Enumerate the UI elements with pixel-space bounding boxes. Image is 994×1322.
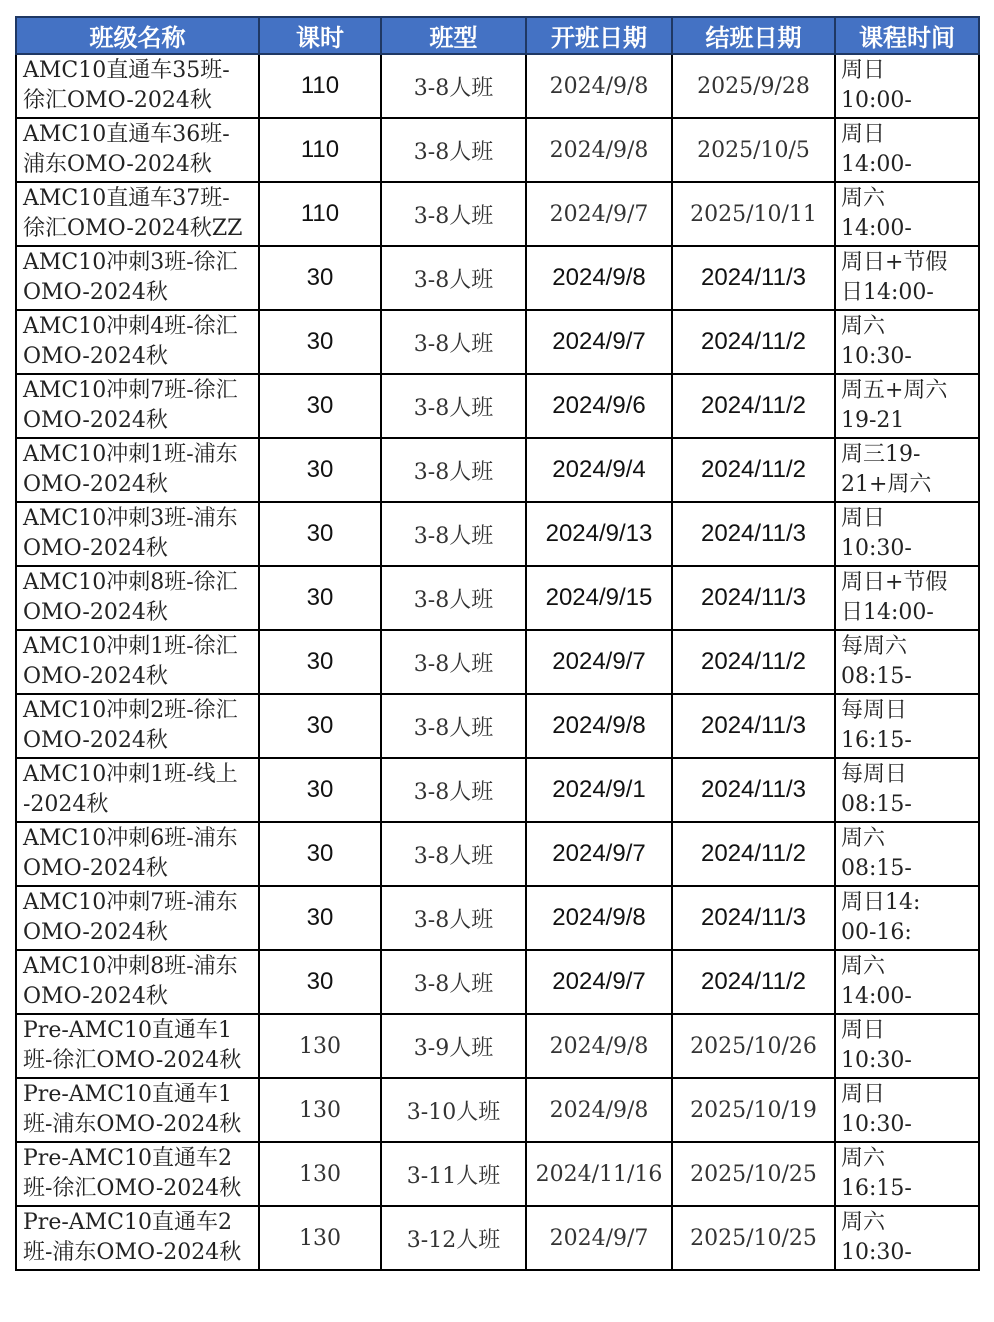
class-name-cell	[16, 246, 259, 310]
course-time-cell	[835, 694, 979, 758]
end-date-cell: 2024/11/2	[672, 630, 835, 694]
class-type-cell: 3-8人班	[381, 886, 526, 950]
class-name-line2: 班-徐汇OMO-2024秋	[23, 1048, 242, 1073]
table-row	[16, 758, 979, 822]
class-name-line1: AMC10冲刺1班-线上	[23, 762, 238, 787]
header-hours: 课时	[259, 17, 381, 54]
header-class-type: 班型	[381, 17, 526, 54]
end-date-cell: 2024/11/3	[672, 502, 835, 566]
course-time-line1: 周日	[841, 122, 886, 147]
class-name-cell	[16, 950, 259, 1014]
table-row	[16, 1014, 979, 1078]
end-date-cell: 2024/11/3	[672, 246, 835, 310]
class-name-line2: OMO-2024秋	[23, 664, 168, 689]
course-time-line2: 10:30-	[841, 1240, 912, 1265]
class-type-cell: 3-8人班	[381, 630, 526, 694]
hours-cell: 110	[259, 54, 381, 118]
course-time-line1: 周六	[841, 314, 886, 339]
course-time-line2: 14:00-	[841, 152, 912, 177]
course-time-cell	[835, 246, 979, 310]
course-time-line2: 16:15-	[841, 728, 912, 753]
end-date-cell: 2024/11/3	[672, 886, 835, 950]
class-name-line1: AMC10冲刺3班-徐汇	[23, 250, 238, 275]
hours-cell: 30	[259, 310, 381, 374]
start-date-cell: 2024/9/7	[526, 310, 672, 374]
course-time-line1: 每周日	[841, 698, 908, 723]
table-row	[16, 374, 979, 438]
hours-cell: 130	[259, 1078, 381, 1142]
class-name-line1: Pre-AMC10直通车1	[23, 1082, 233, 1107]
class-name-cell	[16, 566, 259, 630]
course-time-line1: 每周六	[841, 634, 908, 659]
end-date-cell: 2024/11/2	[672, 822, 835, 886]
table-row	[16, 118, 979, 182]
table-row	[16, 1142, 979, 1206]
class-name-line1: AMC10直通车36班-	[23, 122, 230, 147]
class-name-line1: AMC10冲刺7班-徐汇	[23, 378, 238, 403]
class-type-cell: 3-8人班	[381, 246, 526, 310]
course-time-line1: 周日	[841, 58, 886, 83]
course-time-line2: 16:15-	[841, 1176, 912, 1201]
course-time-cell	[835, 1142, 979, 1206]
class-name-line1: AMC10冲刺2班-徐汇	[23, 698, 238, 723]
end-date-cell: 2024/11/2	[672, 374, 835, 438]
class-type-cell: 3-8人班	[381, 438, 526, 502]
course-time-cell	[835, 1014, 979, 1078]
table-row	[16, 1206, 979, 1270]
class-name-cell	[16, 694, 259, 758]
hours-cell: 30	[259, 566, 381, 630]
class-name-line2: OMO-2024秋	[23, 600, 168, 625]
hours-cell: 30	[259, 246, 381, 310]
start-date-cell: 2024/9/8	[526, 1078, 672, 1142]
hours-cell: 130	[259, 1206, 381, 1270]
end-date-cell: 2024/11/3	[672, 694, 835, 758]
class-type-cell: 3-8人班	[381, 758, 526, 822]
class-name-line2: OMO-2024秋	[23, 920, 168, 945]
course-time-line1: 周六	[841, 1210, 886, 1235]
class-name-line1: AMC10冲刺7班-浦东	[23, 890, 238, 915]
class-type-cell: 3-8人班	[381, 118, 526, 182]
hours-cell: 30	[259, 950, 381, 1014]
class-name-line1: Pre-AMC10直通车1	[23, 1018, 233, 1043]
hours-cell: 30	[259, 374, 381, 438]
class-type-cell: 3-8人班	[381, 822, 526, 886]
class-type-cell: 3-9人班	[381, 1014, 526, 1078]
start-date-cell: 2024/9/7	[526, 630, 672, 694]
hours-cell: 130	[259, 1014, 381, 1078]
course-time-cell	[835, 566, 979, 630]
end-date-cell: 2025/10/11	[672, 182, 835, 246]
class-type-cell: 3-8人班	[381, 182, 526, 246]
course-time-line1: 周日	[841, 506, 886, 531]
course-time-cell	[835, 310, 979, 374]
course-time-line1: 周日14:	[841, 890, 921, 915]
course-time-line1: 周六	[841, 826, 886, 851]
course-time-line1: 周六	[841, 186, 886, 211]
table-row	[16, 246, 979, 310]
hours-cell: 30	[259, 694, 381, 758]
hours-cell: 30	[259, 630, 381, 694]
class-name-cell	[16, 374, 259, 438]
end-date-cell: 2025/10/5	[672, 118, 835, 182]
course-time-cell	[835, 374, 979, 438]
course-time-line1: 周日	[841, 1082, 886, 1107]
class-name-line1: AMC10冲刺1班-徐汇	[23, 634, 238, 659]
end-date-cell: 2025/10/26	[672, 1014, 835, 1078]
class-name-line2: 班-浦东OMO-2024秋	[23, 1112, 242, 1137]
hours-cell: 30	[259, 438, 381, 502]
class-name-line1: AMC10直通车37班-	[23, 186, 230, 211]
class-name-line2: OMO-2024秋	[23, 536, 168, 561]
course-time-cell	[835, 822, 979, 886]
table-row	[16, 950, 979, 1014]
class-name-cell	[16, 310, 259, 374]
hours-cell: 110	[259, 118, 381, 182]
start-date-cell: 2024/9/8	[526, 886, 672, 950]
course-time-cell	[835, 758, 979, 822]
table-row	[16, 566, 979, 630]
class-name-cell	[16, 118, 259, 182]
class-name-cell	[16, 54, 259, 118]
class-name-line2: OMO-2024秋	[23, 344, 168, 369]
class-name-line1: AMC10冲刺4班-徐汇	[23, 314, 238, 339]
class-name-line2: OMO-2024秋	[23, 984, 168, 1009]
header-row	[16, 17, 979, 54]
hours-cell: 30	[259, 886, 381, 950]
class-type-cell: 3-8人班	[381, 566, 526, 630]
class-name-cell	[16, 886, 259, 950]
start-date-cell: 2024/9/8	[526, 246, 672, 310]
class-name-line1: AMC10直通车35班-	[23, 58, 230, 83]
course-time-line2: 08:15-	[841, 664, 912, 689]
schedule-table-container	[15, 16, 980, 1271]
course-time-line2: 14:00-	[841, 984, 912, 1009]
class-name-line1: Pre-AMC10直通车2	[23, 1210, 233, 1235]
header-start-date: 开班日期	[526, 17, 672, 54]
class-name-cell	[16, 1142, 259, 1206]
class-name-cell	[16, 1078, 259, 1142]
class-name-cell	[16, 822, 259, 886]
class-name-cell	[16, 630, 259, 694]
hours-cell: 30	[259, 502, 381, 566]
course-time-line1: 周日+节假	[841, 250, 948, 275]
end-date-cell: 2025/10/25	[672, 1142, 835, 1206]
start-date-cell: 2024/11/16	[526, 1142, 672, 1206]
class-name-cell	[16, 438, 259, 502]
course-time-line2: 日14:00-	[841, 600, 934, 625]
start-date-cell: 2024/9/8	[526, 54, 672, 118]
course-time-line1: 周五+周六	[841, 378, 948, 403]
class-name-line1: Pre-AMC10直通车2	[23, 1146, 233, 1171]
start-date-cell: 2024/9/8	[526, 118, 672, 182]
start-date-cell: 2024/9/7	[526, 950, 672, 1014]
start-date-cell: 2024/9/6	[526, 374, 672, 438]
course-time-line2: 08:15-	[841, 792, 912, 817]
class-type-cell: 3-10人班	[381, 1078, 526, 1142]
hours-cell: 30	[259, 822, 381, 886]
course-time-line1: 周日	[841, 1018, 886, 1043]
course-time-line2: 10:00-	[841, 88, 912, 113]
table-body	[16, 54, 979, 1270]
class-name-line2: 班-浦东OMO-2024秋	[23, 1240, 242, 1265]
table-row	[16, 54, 979, 118]
start-date-cell: 2024/9/8	[526, 1014, 672, 1078]
class-name-line2: 徐汇OMO-2024秋ZZ	[23, 216, 243, 241]
course-time-line2: 21+周六	[841, 472, 932, 497]
course-time-line1: 周三19-	[841, 442, 921, 467]
course-time-line1: 周日+节假	[841, 570, 948, 595]
course-time-line2: 19-21	[841, 408, 905, 433]
course-time-cell	[835, 950, 979, 1014]
header-end-date: 结班日期	[672, 17, 835, 54]
table-row	[16, 1078, 979, 1142]
course-time-cell	[835, 1206, 979, 1270]
class-name-cell	[16, 502, 259, 566]
class-name-line2: OMO-2024秋	[23, 856, 168, 881]
end-date-cell: 2025/10/25	[672, 1206, 835, 1270]
class-name-line2: OMO-2024秋	[23, 728, 168, 753]
course-time-line2: 10:30-	[841, 536, 912, 561]
header-course-time: 课程时间	[835, 17, 979, 54]
class-type-cell: 3-8人班	[381, 310, 526, 374]
class-type-cell: 3-8人班	[381, 950, 526, 1014]
table-row	[16, 438, 979, 502]
course-time-line1: 周六	[841, 1146, 886, 1171]
end-date-cell: 2024/11/3	[672, 566, 835, 630]
course-time-cell	[835, 118, 979, 182]
hours-cell: 130	[259, 1142, 381, 1206]
header-class-name: 班级名称	[16, 17, 259, 54]
class-name-cell	[16, 758, 259, 822]
class-name-line2: 班-徐汇OMO-2024秋	[23, 1176, 242, 1201]
class-name-line2: OMO-2024秋	[23, 280, 168, 305]
table-row	[16, 502, 979, 566]
class-name-line2: 浦东OMO-2024秋	[23, 152, 212, 177]
course-time-line2: 10:30-	[841, 1112, 912, 1137]
start-date-cell: 2024/9/7	[526, 1206, 672, 1270]
end-date-cell: 2024/11/3	[672, 758, 835, 822]
course-time-cell	[835, 630, 979, 694]
class-type-cell: 3-8人班	[381, 502, 526, 566]
end-date-cell: 2024/11/2	[672, 950, 835, 1014]
start-date-cell: 2024/9/1	[526, 758, 672, 822]
start-date-cell: 2024/9/7	[526, 822, 672, 886]
end-date-cell: 2025/9/28	[672, 54, 835, 118]
start-date-cell: 2024/9/7	[526, 182, 672, 246]
course-time-line2: 00-16:	[841, 920, 912, 945]
table-row	[16, 630, 979, 694]
start-date-cell: 2024/9/4	[526, 438, 672, 502]
course-time-line2: 10:30-	[841, 344, 912, 369]
course-time-cell	[835, 1078, 979, 1142]
course-time-cell	[835, 438, 979, 502]
class-name-cell	[16, 1206, 259, 1270]
course-time-cell	[835, 54, 979, 118]
course-time-line2: 10:30-	[841, 1048, 912, 1073]
hours-cell: 30	[259, 758, 381, 822]
class-name-line2: OMO-2024秋	[23, 472, 168, 497]
course-time-line2: 日14:00-	[841, 280, 934, 305]
end-date-cell: 2025/10/19	[672, 1078, 835, 1142]
class-name-line1: AMC10冲刺1班-浦东	[23, 442, 238, 467]
hours-cell: 110	[259, 182, 381, 246]
class-name-line1: AMC10冲刺8班-浦东	[23, 954, 238, 979]
class-schedule-table	[15, 16, 980, 1271]
table-row	[16, 886, 979, 950]
class-type-cell: 3-12人班	[381, 1206, 526, 1270]
class-name-line2: -2024秋	[23, 792, 109, 817]
end-date-cell: 2024/11/2	[672, 310, 835, 374]
class-name-line2: 徐汇OMO-2024秋	[23, 88, 212, 113]
course-time-line1: 周六	[841, 954, 886, 979]
course-time-line2: 08:15-	[841, 856, 912, 881]
table-row	[16, 694, 979, 758]
class-name-line1: AMC10冲刺8班-徐汇	[23, 570, 238, 595]
class-type-cell: 3-8人班	[381, 374, 526, 438]
end-date-cell: 2024/11/2	[672, 438, 835, 502]
course-time-cell	[835, 182, 979, 246]
table-row	[16, 822, 979, 886]
table-row	[16, 310, 979, 374]
class-type-cell: 3-8人班	[381, 54, 526, 118]
start-date-cell: 2024/9/13	[526, 502, 672, 566]
class-name-cell	[16, 1014, 259, 1078]
course-time-line1: 每周日	[841, 762, 908, 787]
class-name-line2: OMO-2024秋	[23, 408, 168, 433]
course-time-cell	[835, 886, 979, 950]
class-type-cell: 3-11人班	[381, 1142, 526, 1206]
course-time-line2: 14:00-	[841, 216, 912, 241]
course-time-cell	[835, 502, 979, 566]
table-row	[16, 182, 979, 246]
class-name-line1: AMC10冲刺6班-浦东	[23, 826, 238, 851]
class-name-cell	[16, 182, 259, 246]
class-name-line1: AMC10冲刺3班-浦东	[23, 506, 238, 531]
start-date-cell: 2024/9/8	[526, 694, 672, 758]
class-type-cell: 3-8人班	[381, 694, 526, 758]
start-date-cell: 2024/9/15	[526, 566, 672, 630]
